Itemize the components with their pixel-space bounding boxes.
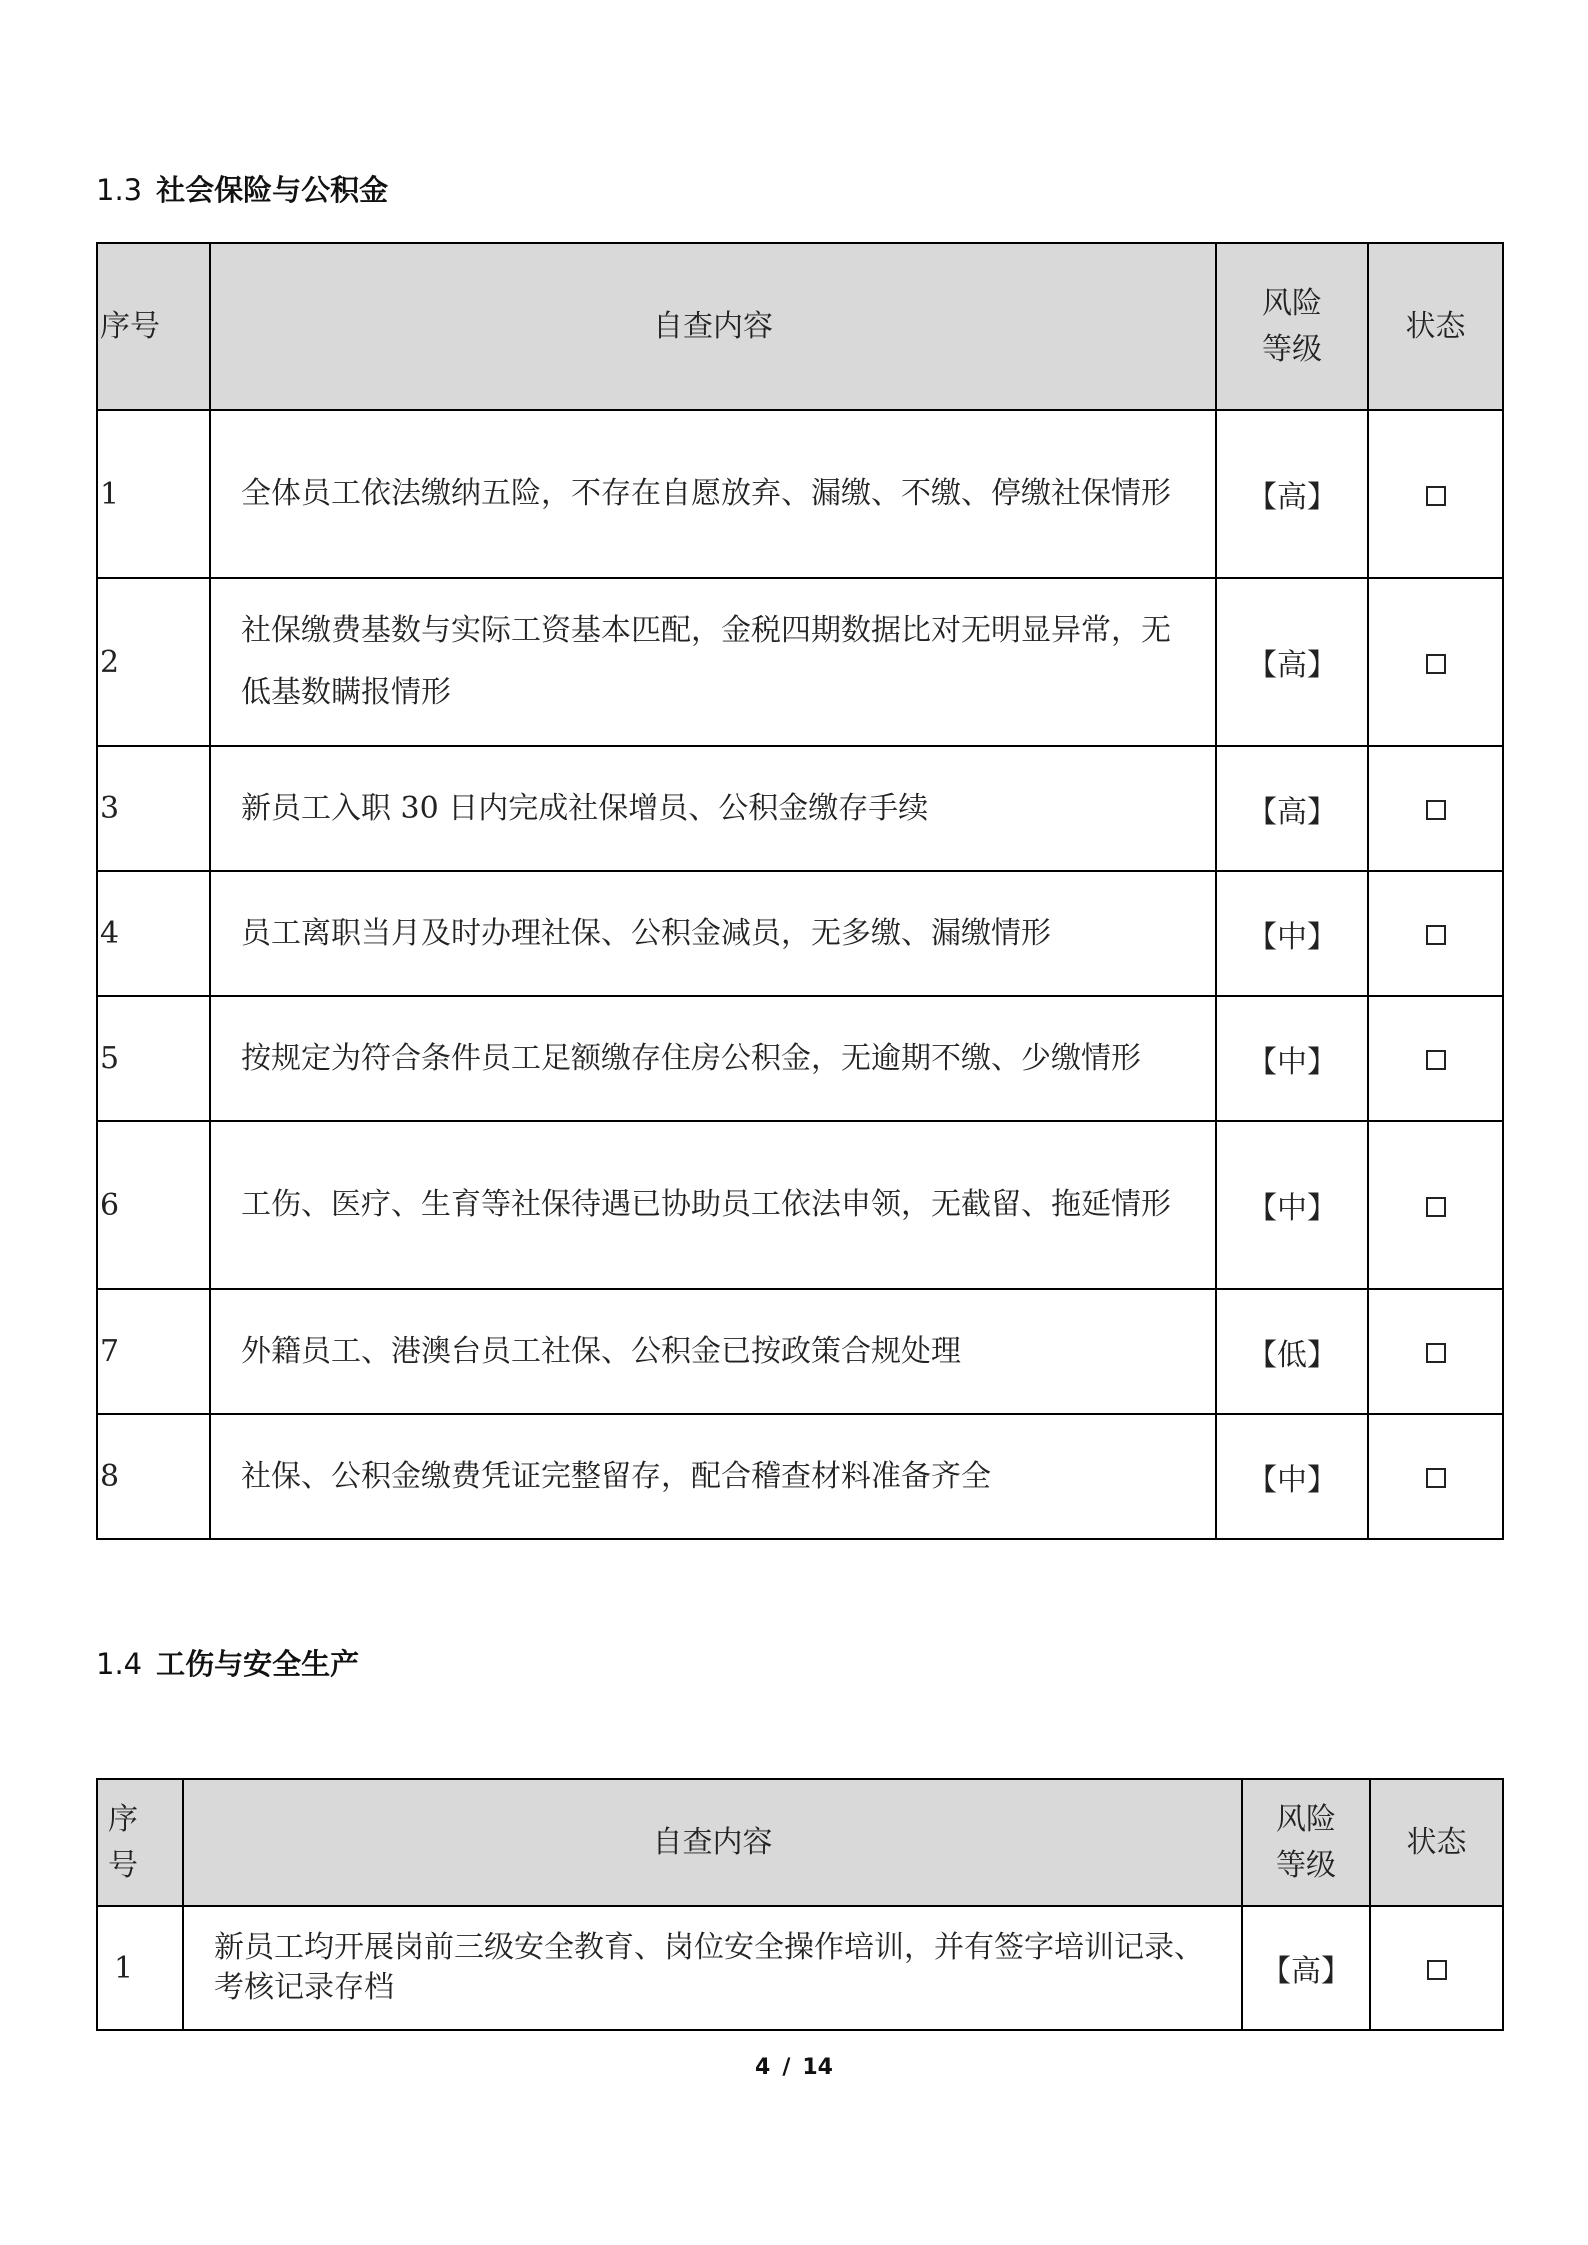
header-risk-line2: 等级 — [1276, 1847, 1336, 1883]
row-seq: 4 — [97, 871, 210, 996]
status-checkbox[interactable] — [1426, 654, 1446, 674]
header-risk-line2: 等级 — [1262, 331, 1322, 367]
row-seq: 1 — [97, 410, 210, 578]
status-checkbox[interactable] — [1426, 1468, 1446, 1488]
row-seq: 1 — [97, 1906, 183, 2030]
status-cell — [1368, 1414, 1503, 1539]
header-risk — [1242, 1779, 1370, 1906]
row-seq: 6 — [97, 1121, 210, 1289]
row-seq: 7 — [97, 1289, 210, 1414]
row-content: 新员工入职 30 日内完成社保增员、公积金缴存手续 — [210, 746, 1216, 871]
table-header-row — [97, 1779, 1503, 1906]
header-content: 自查内容 — [210, 243, 1216, 410]
status-cell — [1368, 746, 1503, 871]
status-checkbox[interactable] — [1426, 925, 1446, 945]
row-seq: 8 — [97, 1414, 210, 1539]
risk-level: 【低】 — [1216, 1289, 1368, 1414]
status-cell — [1370, 1906, 1503, 2030]
row-content: 全体员工依法缴纳五险，不存在自愿放弃、漏缴、不缴、停缴社保情形 — [210, 410, 1216, 578]
header-seq-line1: 序 — [108, 1801, 138, 1837]
row-seq: 2 — [97, 578, 210, 746]
table-row — [97, 578, 1503, 746]
row-seq: 5 — [97, 996, 210, 1121]
row-content: 员工离职当月及时办理社保、公积金减员，无多缴、漏缴情形 — [210, 871, 1216, 996]
risk-level: 【中】 — [1216, 871, 1368, 996]
table-row — [97, 410, 1503, 578]
header-seq — [97, 1779, 183, 1906]
status-cell — [1368, 996, 1503, 1121]
status-cell — [1368, 578, 1503, 746]
section-number: 1.4 — [96, 1647, 143, 1681]
row-content: 社保、公积金缴费凭证完整留存，配合稽查材料准备齐全 — [210, 1414, 1216, 1539]
risk-level: 【高】 — [1242, 1906, 1370, 2030]
header-status: 状态 — [1370, 1779, 1503, 1906]
status-cell — [1368, 410, 1503, 578]
checklist-table-1-3 — [96, 242, 1504, 1540]
section-number: 1.3 — [96, 173, 143, 207]
current-page: 4 — [755, 2055, 771, 2080]
header-seq: 序号 — [97, 243, 210, 410]
header-risk-line1: 风险 — [1262, 285, 1322, 321]
section-title: 社会保险与公积金 — [156, 173, 389, 207]
header-risk — [1216, 243, 1368, 410]
header-status: 状态 — [1368, 243, 1503, 410]
row-content: 按规定为符合条件员工足额缴存住房公积金，无逾期不缴、少缴情形 — [210, 996, 1216, 1121]
total-pages: 14 — [802, 2055, 833, 2080]
page-separator: / — [782, 2055, 791, 2080]
row-content: 工伤、医疗、生育等社保待遇已协助员工依法申领，无截留、拖延情形 — [210, 1121, 1216, 1289]
status-checkbox[interactable] — [1426, 800, 1446, 820]
status-checkbox[interactable] — [1426, 1197, 1446, 1217]
risk-level: 【高】 — [1216, 578, 1368, 746]
risk-level: 【中】 — [1216, 996, 1368, 1121]
row-content: 外籍员工、港澳台员工社保、公积金已按政策合规处理 — [210, 1289, 1216, 1414]
status-cell — [1368, 871, 1503, 996]
section-heading-1-4 — [96, 1642, 359, 1683]
table-row — [97, 1289, 1503, 1414]
risk-level: 【中】 — [1216, 1414, 1368, 1539]
status-checkbox[interactable] — [1426, 1343, 1446, 1363]
status-checkbox[interactable] — [1427, 1960, 1447, 1980]
table-row — [97, 1121, 1503, 1289]
table-row — [97, 871, 1503, 996]
header-seq-line2: 号 — [108, 1847, 138, 1883]
section-title: 工伤与安全生产 — [156, 1647, 360, 1681]
table-row — [97, 746, 1503, 871]
table-row — [97, 996, 1503, 1121]
page-number — [0, 2055, 1588, 2080]
status-checkbox[interactable] — [1426, 486, 1446, 506]
header-risk-line1: 风险 — [1276, 1801, 1336, 1837]
table-header-row — [97, 243, 1503, 410]
header-content: 自查内容 — [183, 1779, 1242, 1906]
risk-level: 【高】 — [1216, 746, 1368, 871]
status-checkbox[interactable] — [1426, 1050, 1446, 1070]
table-row — [97, 1906, 1503, 2030]
status-cell — [1368, 1121, 1503, 1289]
row-seq: 3 — [97, 746, 210, 871]
table-row — [97, 1414, 1503, 1539]
risk-level: 【中】 — [1216, 1121, 1368, 1289]
row-content: 社保缴费基数与实际工资基本匹配，金税四期数据比对无明显异常，无低基数瞒报情形 — [210, 578, 1216, 746]
section-heading-1-3 — [96, 168, 388, 209]
status-cell — [1368, 1289, 1503, 1414]
risk-level: 【高】 — [1216, 410, 1368, 578]
row-content: 新员工均开展岗前三级安全教育、岗位安全操作培训，并有签字培训记录、考核记录存档 — [183, 1906, 1242, 2030]
checklist-table-1-4 — [96, 1778, 1504, 2031]
